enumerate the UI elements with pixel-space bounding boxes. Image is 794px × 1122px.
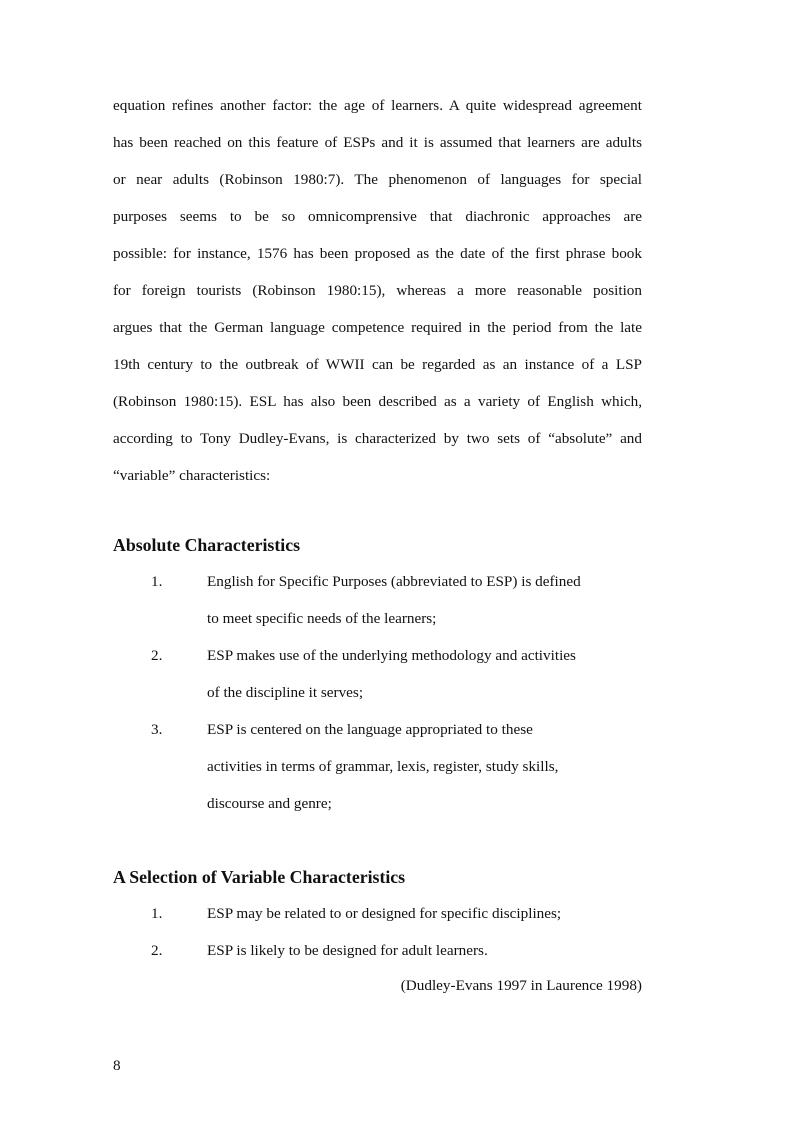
list-item-text: of the discipline it serves; (207, 684, 364, 701)
paragraph-line: according to Tony Dudley-Evans, is characterized by two sets of “absolute” and (113, 430, 642, 447)
list-item-text: English for Specific Purposes (abbreviated to ESP) is defined (207, 573, 581, 590)
body-paragraph (113, 87, 642, 494)
list-item (113, 932, 642, 969)
list-item (113, 711, 642, 822)
citation: (Dudley-Evans 1997 in Laurence 1998) (400, 977, 642, 994)
paragraph-line: (Robinson 1980:15). ESL has also been described as a variety of English which, (113, 393, 642, 410)
paragraph-line: 19th century to the outbreak of WWII can be regarded as an instance of a LSP (113, 356, 642, 373)
paragraph-line: for foreign tourists (Robinson 1980:15), whereas a more reasonable position (113, 282, 642, 299)
list-item-text: to meet specific needs of the learners; (207, 610, 437, 627)
paragraph-line: possible: for instance, 1576 has been proposed as the date of the first phrase book (113, 245, 642, 262)
paragraph-line: equation refines another factor: the age of learners. A quite widespread agreement (113, 97, 642, 114)
list-item-text: ESP makes use of the underlying methodology and activities (207, 647, 576, 664)
paragraph-line: “variable” characteristics: (113, 467, 271, 484)
list-item-text: ESP is centered on the language appropriated to these (207, 721, 533, 738)
variable-characteristics-heading: A Selection of Variable Characteristics (113, 867, 406, 887)
list-item-number: 2. (151, 647, 163, 664)
page-body (113, 87, 642, 994)
absolute-characteristics-heading: Absolute Characteristics (113, 535, 300, 555)
list-item-text: ESP is likely to be designed for adult learners. (207, 942, 488, 959)
variable-characteristics-list (113, 895, 642, 969)
list-item-number: 1. (151, 905, 163, 922)
list-item-number: 3. (151, 721, 163, 738)
list-item-text: discourse and genre; (207, 795, 332, 812)
paragraph-line: purposes seems to be so omnicomprensive that diachronic approaches are (113, 208, 642, 225)
list-item-text: activities in terms of grammar, lexis, register, study skills, (207, 758, 559, 775)
list-item-number: 2. (151, 942, 163, 959)
page-number: 8 (113, 1057, 121, 1074)
absolute-characteristics-list (113, 563, 642, 822)
list-item (113, 563, 642, 637)
list-item-number: 1. (151, 573, 163, 590)
list-item-text: ESP may be related to or designed for specific disciplines; (207, 905, 562, 922)
paragraph-line: argues that the German language competence required in the period from the late (113, 319, 642, 336)
list-item (113, 895, 642, 932)
paragraph-line: has been reached on this feature of ESPs and it is assumed that learners are adults (113, 134, 642, 151)
list-item (113, 637, 642, 711)
paragraph-line: or near adults (Robinson 1980:7). The phenomenon of languages for special (113, 171, 642, 188)
